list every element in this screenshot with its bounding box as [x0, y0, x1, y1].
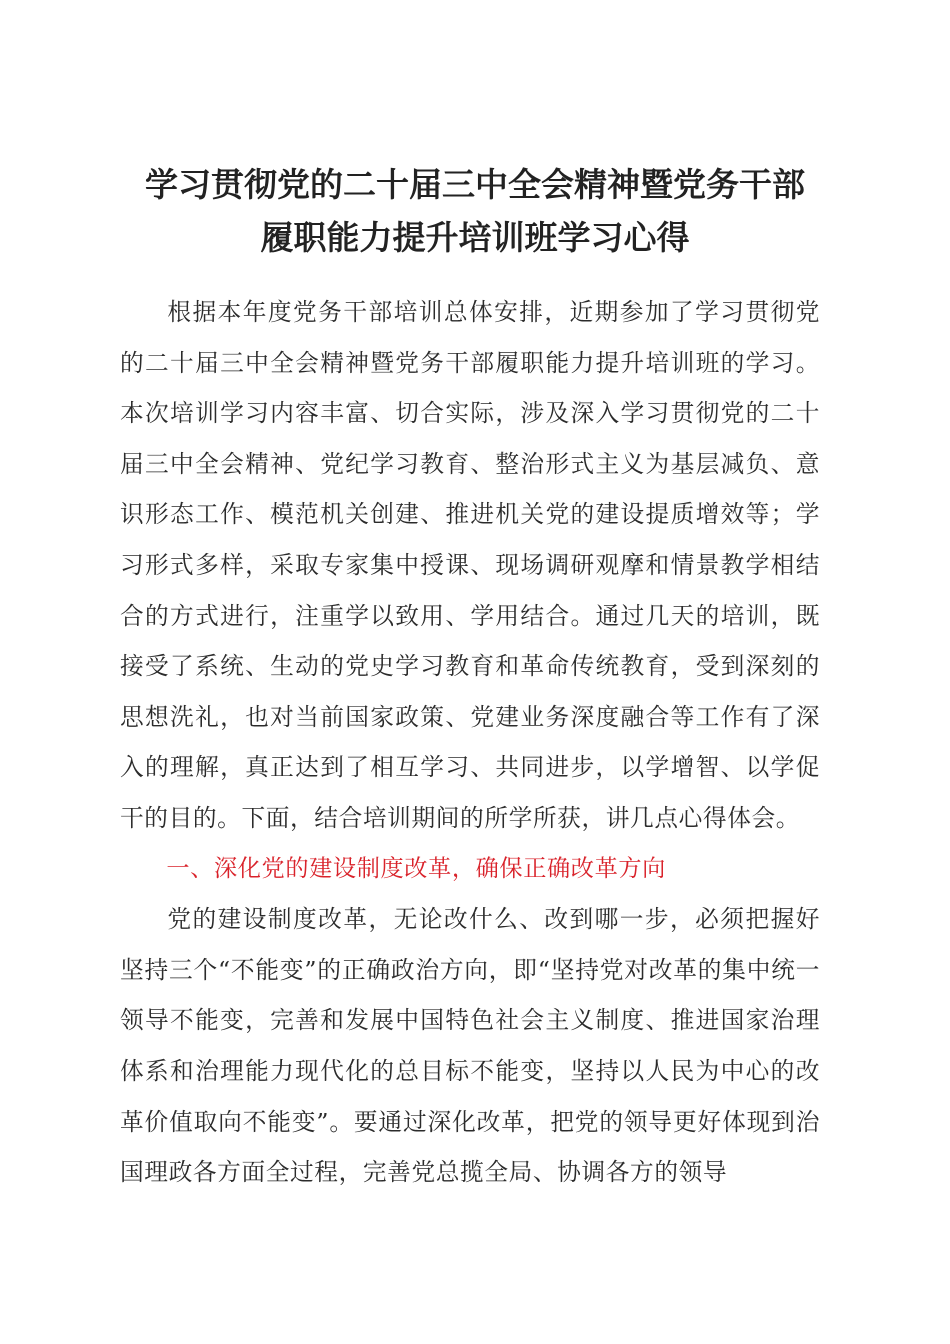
document-title-line-2: 履职能力提升培训班学习心得 — [260, 218, 690, 257]
section-1-paragraph: 党的建设制度改革，无论改什么、改到哪一步，必须把握好坚持三个“不能变”的正确政治方向，即“坚持党对改革的集中统一领导不能变，完善和发展中国特色社会主义制度、推进国家治理体系和治理能力现代化的总目标不能变，坚持以人民为中心的改革价值取向不能变”。要通过深化改革，把党的领导更好体现到治国理政各方面全过程，完善党总揽全局、协调各方的领导 — [120, 905, 820, 1187]
document-title-line-1: 学习贯彻党的二十届三中全会精神暨党务干部 — [145, 165, 805, 204]
document-body — [120, 287, 820, 1198]
intro-paragraph: 根据本年度党务干部培训总体安排，近期参加了学习贯彻党的二十届三中全会精神暨党务干部履职能力提升培训班的学习。本次培训学习内容丰富、切合实际，涉及深入学习贯彻党的二十届三中全会精神、党纪学习教育、整治形式主义为基层减负、意识形态工作、模范机关创建、推进机关党的建设提质增效等；学习形式多样，采取专家集中授课、现场调研观摩和情景教学相结合的方式进行，注重学以致用、学用结合。通过几天的培训，既接受了系统、生动的党史学习教育和革命传统教育，受到深刻的思想洗礼，也对当前国家政策、党建业务深度融合等工作有了深入的理解，真正达到了相互学习、共同进步，以学增智、以学促干的目的。下面，结合培训期间的所学所获，讲几点心得体会。 — [120, 298, 820, 832]
section-heading-1: 一、深化党的建设制度改革，确保正确改革方向 — [166, 854, 666, 882]
